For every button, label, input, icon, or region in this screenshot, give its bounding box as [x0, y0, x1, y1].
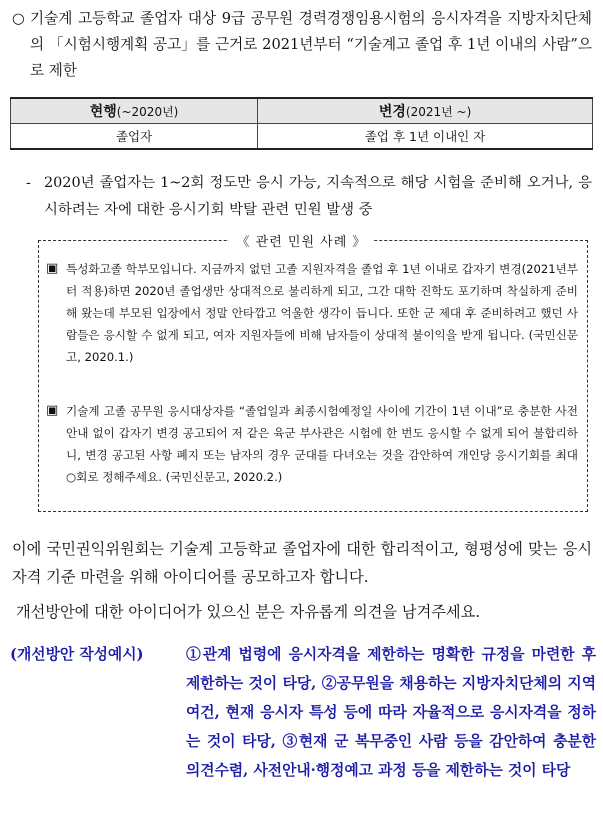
- issue-note-text: 2020년 졸업자는 1~2회 정도만 응시 가능, 지속적으로 해당 시험을 준비해 오거나, 응시하려는 자에 대한 응시기회 박탈 관련 민원 발생 중: [44, 175, 592, 218]
- complaint-box-title: 《 관련 민원 사례 》: [0, 231, 603, 250]
- current-column-header: 현행(~2020년): [11, 98, 258, 124]
- current-value-cell: 졸업자: [11, 124, 258, 150]
- changed-column-header: 변경(2021년 ~): [258, 98, 593, 124]
- complaint-case-2: [46, 400, 578, 488]
- square-bullet-icon: ▣: [46, 403, 59, 418]
- invite-paragraph: 개선방안에 대한 아이디어가 있으신 분은 자유롭게 의견을 남겨주세요.: [16, 603, 481, 621]
- square-bullet-icon: ▣: [46, 261, 59, 276]
- complaint-case-1-text: 특성화고졸 학부모입니다. 지금까지 없던 고졸 지원자격을 졸업 후 1년 이내로 갑자기 변경(2021년부터 적용)하면 2020년 졸업생만 상대적으로 불리하게 되고, 그간 대학 진학도 포기하며 착실하게 준비해 왔는데 부모된 입장에서 정말 안타깝고 억울한 생각이 듭니다. 또한 군 제대 후 준비하려고 했던 사람들은 응시할 수 없게 되고, 여자 지원자들에 비해 남자들이 상대적 불이익을 받게 됩니다. (국민신문고, 2020.1.): [66, 262, 578, 364]
- table-row: [11, 124, 593, 150]
- intro-text: 기술계 고등학교 졸업자 대상 9급 공무원 경력경쟁임용시험의 응시자격을 지방자치단체의 「시험시행계획 공고」를 근거로 2021년부터 “기술계고 졸업 후 1년 이내의 사람”으로 제한: [30, 10, 592, 79]
- changed-value-cell: 졸업 후 1년 이내인 자: [258, 124, 593, 150]
- example-label: (개선방안 작성예시): [10, 646, 144, 663]
- example-text: ①관계 법령에 응시자격을 제한하는 명확한 규정을 마련한 후 제한하는 것이 타당, ②공무원을 채용하는 지방자치단체의 지역여건, 현재 응시자 특성 등에 따라 자율적으로 응시자격을 정하는 것이 타당, ③현재 군 복무중인 사람 등을 감안하여 충분한 의견수렴, 사전안내·행정예고 과정 등을 제한하는 것이 타당: [186, 646, 596, 779]
- example-proposal: [10, 640, 596, 785]
- table-header-row: [11, 98, 593, 124]
- conclusion-paragraph: 이에 국민권익위원회는 기술계 고등학교 졸업자에 대한 합리적이고, 형평성에 맞는 응시자격 기준 마련을 위해 아이디어를 공모하고자 합니다.: [12, 540, 592, 586]
- dash-bullet: -: [26, 175, 31, 191]
- complaint-case-1: [46, 258, 578, 368]
- complaint-case-2-text: 기술계 고졸 공무원 응시대상자를 “졸업일과 최종시험예정일 사이에 기간이 1년 이내”로 충분한 사전안내 없이 갑자기 변경 공고되어 저 같은 육군 부사관은 시험에 한 번도 응시할 수 없게 되어 불합리하니, 변경 공고된 사항 폐지 또는 남자의 경우 군대를 다녀오는 것을 감안하여 개인당 응시기회를 최대○회로 정해주세요. (국민신문고, 2020.2.): [66, 404, 578, 484]
- circle-bullet-icon: ○: [12, 10, 25, 27]
- intro-paragraph: [12, 6, 592, 84]
- issue-note: [26, 170, 592, 224]
- comparison-table: [10, 97, 593, 150]
